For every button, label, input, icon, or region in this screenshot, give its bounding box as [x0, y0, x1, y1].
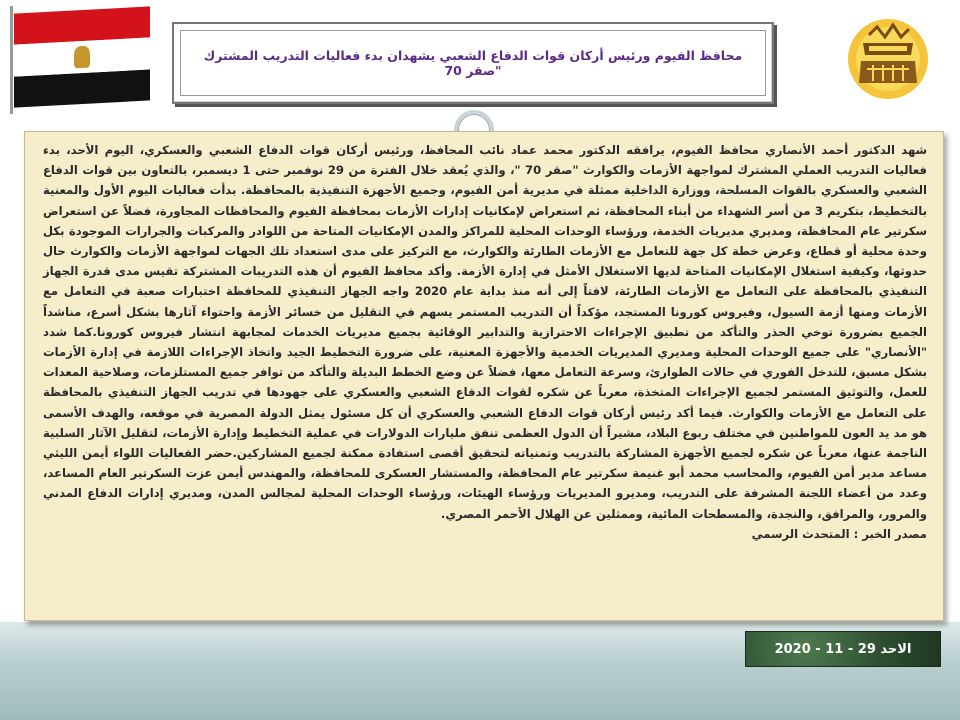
headline-box — [172, 22, 774, 104]
egypt-flag-icon — [14, 6, 150, 107]
article-date: الاحد 29 - 11 - 2020 — [774, 641, 912, 657]
logo-lettering-icon — [869, 46, 907, 51]
page-title: محافظ الفيوم ورئيس أركان قوات الدفاع الشعبي يشهدان بدء فعاليات التدريب المشترك "صقر 70 — [203, 48, 743, 78]
eagle-icon — [74, 46, 90, 69]
article-source: مصدر الخبر : المتحدث الرسمي — [751, 526, 927, 541]
fayoum-governorate-logo — [833, 13, 943, 103]
article-text: شهد الدكتور أحمد الأنصاري محافظ الفيوم، يرافقه الدكتور محمد عماد نائب المحافظ، ورئيس أركان قوات الدفاع الشعبي والعسكري، اليوم الأحد، بدء فعاليات التدريب العملي المشترك لمواجهة الأزمات والكوارث "صقر 70 "، والذي يُعقد خلال الفترة من 29 نوفمبر حتى 1 ديسمبر، بالتعاون بين قوات الدفاع الشعبي والعسكري بالقوات المسلحة، ووزارة الداخلية ممثلة في مديرية أمن الفيوم، وجميع الأجهزة التنفيذية بالمحافظة. بدأت فعاليات اليوم الأول والمعنية بالتخطيط، بتكريم 3 من أسر الشهداء من أبناء المحافظة، ثم استعراض لإمكانيات إدارات الأزمات بمحافظة الفيوم والمحافظات المجاورة، فضلاً عن استعراض سكرتير عام المحافظة، ومديري مديريات الخدمة، ورؤساء الوحدات المحلية للمراكز والمدن الإمكانيات المتاحة من اللوادر والمركبات والجرارات الموجودة بكل وحدة محلية أو قطاع، وعرض خطة كل جهة للتعامل مع الأزمات الطارئة والكوارث، مع التركيز على مدى استعداد تلك الجهات لمواجهة الأزمات والكوارث حال حدوثها، وكيفية استغلال الإمكانيات المتاحة لديها الاستغلال الأمثل في إدارة الأزمة. وأكد محافظ الفيوم أن هذه التدريبات المشتركة تقيس مدى قدرة الجهاز التنفيذي بالمحافظة على التعامل مع الأزمات الطارئة، لافتاً إلى أنه منذ بداية عام 2020 واجه الجهاز التنفيذي للمحافظة اختبارات صعبة في التعامل مع الأزمات ومنها أزمة السيول، وفيروس كورونا المستجد، مؤكداً أن التدريب المستمر يسهم في التقليل من خسائر الأزمة واحتواء آثارها بشكل أسرع، مناشداً الجميع بضرورة توخي الحذر والتأكد من تطبيق الإجراءات الاحترازية والتدابير الوقائية بجميع مديريات الخدمات لمجابهة انتشار فيروس كورونا.كما شدد "الأنصاري" على جميع الوحدات المحلية ومديري المديريات الخدمية والأجهزة المعنية، على ضرورة التخطيط الجيد واتخاذ الإجراءات اللازمة في إدارة الأزمات بشكل مسبق، للتدخل الفوري في حالات الطوارئ، وسرعة التعامل معها، فضلاً عن وضع الخطط البديلة والتأكد من توافر جميع المستلزمات، وصلاحية المعدات للعمل، والتوثيق المستمر لجميع الإجراءات المتخذة، معرباً عن شكره لقوات الدفاع الشعبي والعسكري على جهودها في تدريب الجهاز التنفيذي بالمحافظة على التعامل مع الأزمات والكوارث. فيما أكد رئيس أركان قوات الدفاع الشعبي والعسكري أن كل مسئول يمثل الدولة المصرية في موقعه، والهدف الأسمى هو مد يد العون للمواطنين في مختلف ربوع البلاد، مشيراً أن الدول العظمى تنفق مليارات الدولارات في عملية التخطيط وإدارة الأزمات، لتقليل الآثار السلبية الناجمة عنها، معرباً عن شكره لجميع الأجهزة المشاركة بالتدريب وتمنياته لتحقيق أقصى استفادة ممكنة لجميع المشاركين.حضر الفعاليات اللواء أيمن الليثي مساعد مدير أمن الفيوم، والمحاسب محمد أبو غنيمة سكرتير عام المحافظة، والمستشار العسكرى للمحافظة، والمهندس أيمن عزت السكرتير العام المساعد، وعدد من أعضاء اللجنة المشرفة على التدريب، ومديرو المديريات ورؤساء الهيئات، ورؤساء الوحدات المحلية لمجالس المدن، ومديري إدارات الدفاع المدني والمرور، والمرافق، والنجدة، والمسطحات المائية، وممثلين عن الهلال الأحمر المصري. — [43, 143, 927, 521]
date-plate — [745, 631, 941, 667]
article-body — [24, 131, 944, 621]
flag-pole — [10, 6, 13, 114]
